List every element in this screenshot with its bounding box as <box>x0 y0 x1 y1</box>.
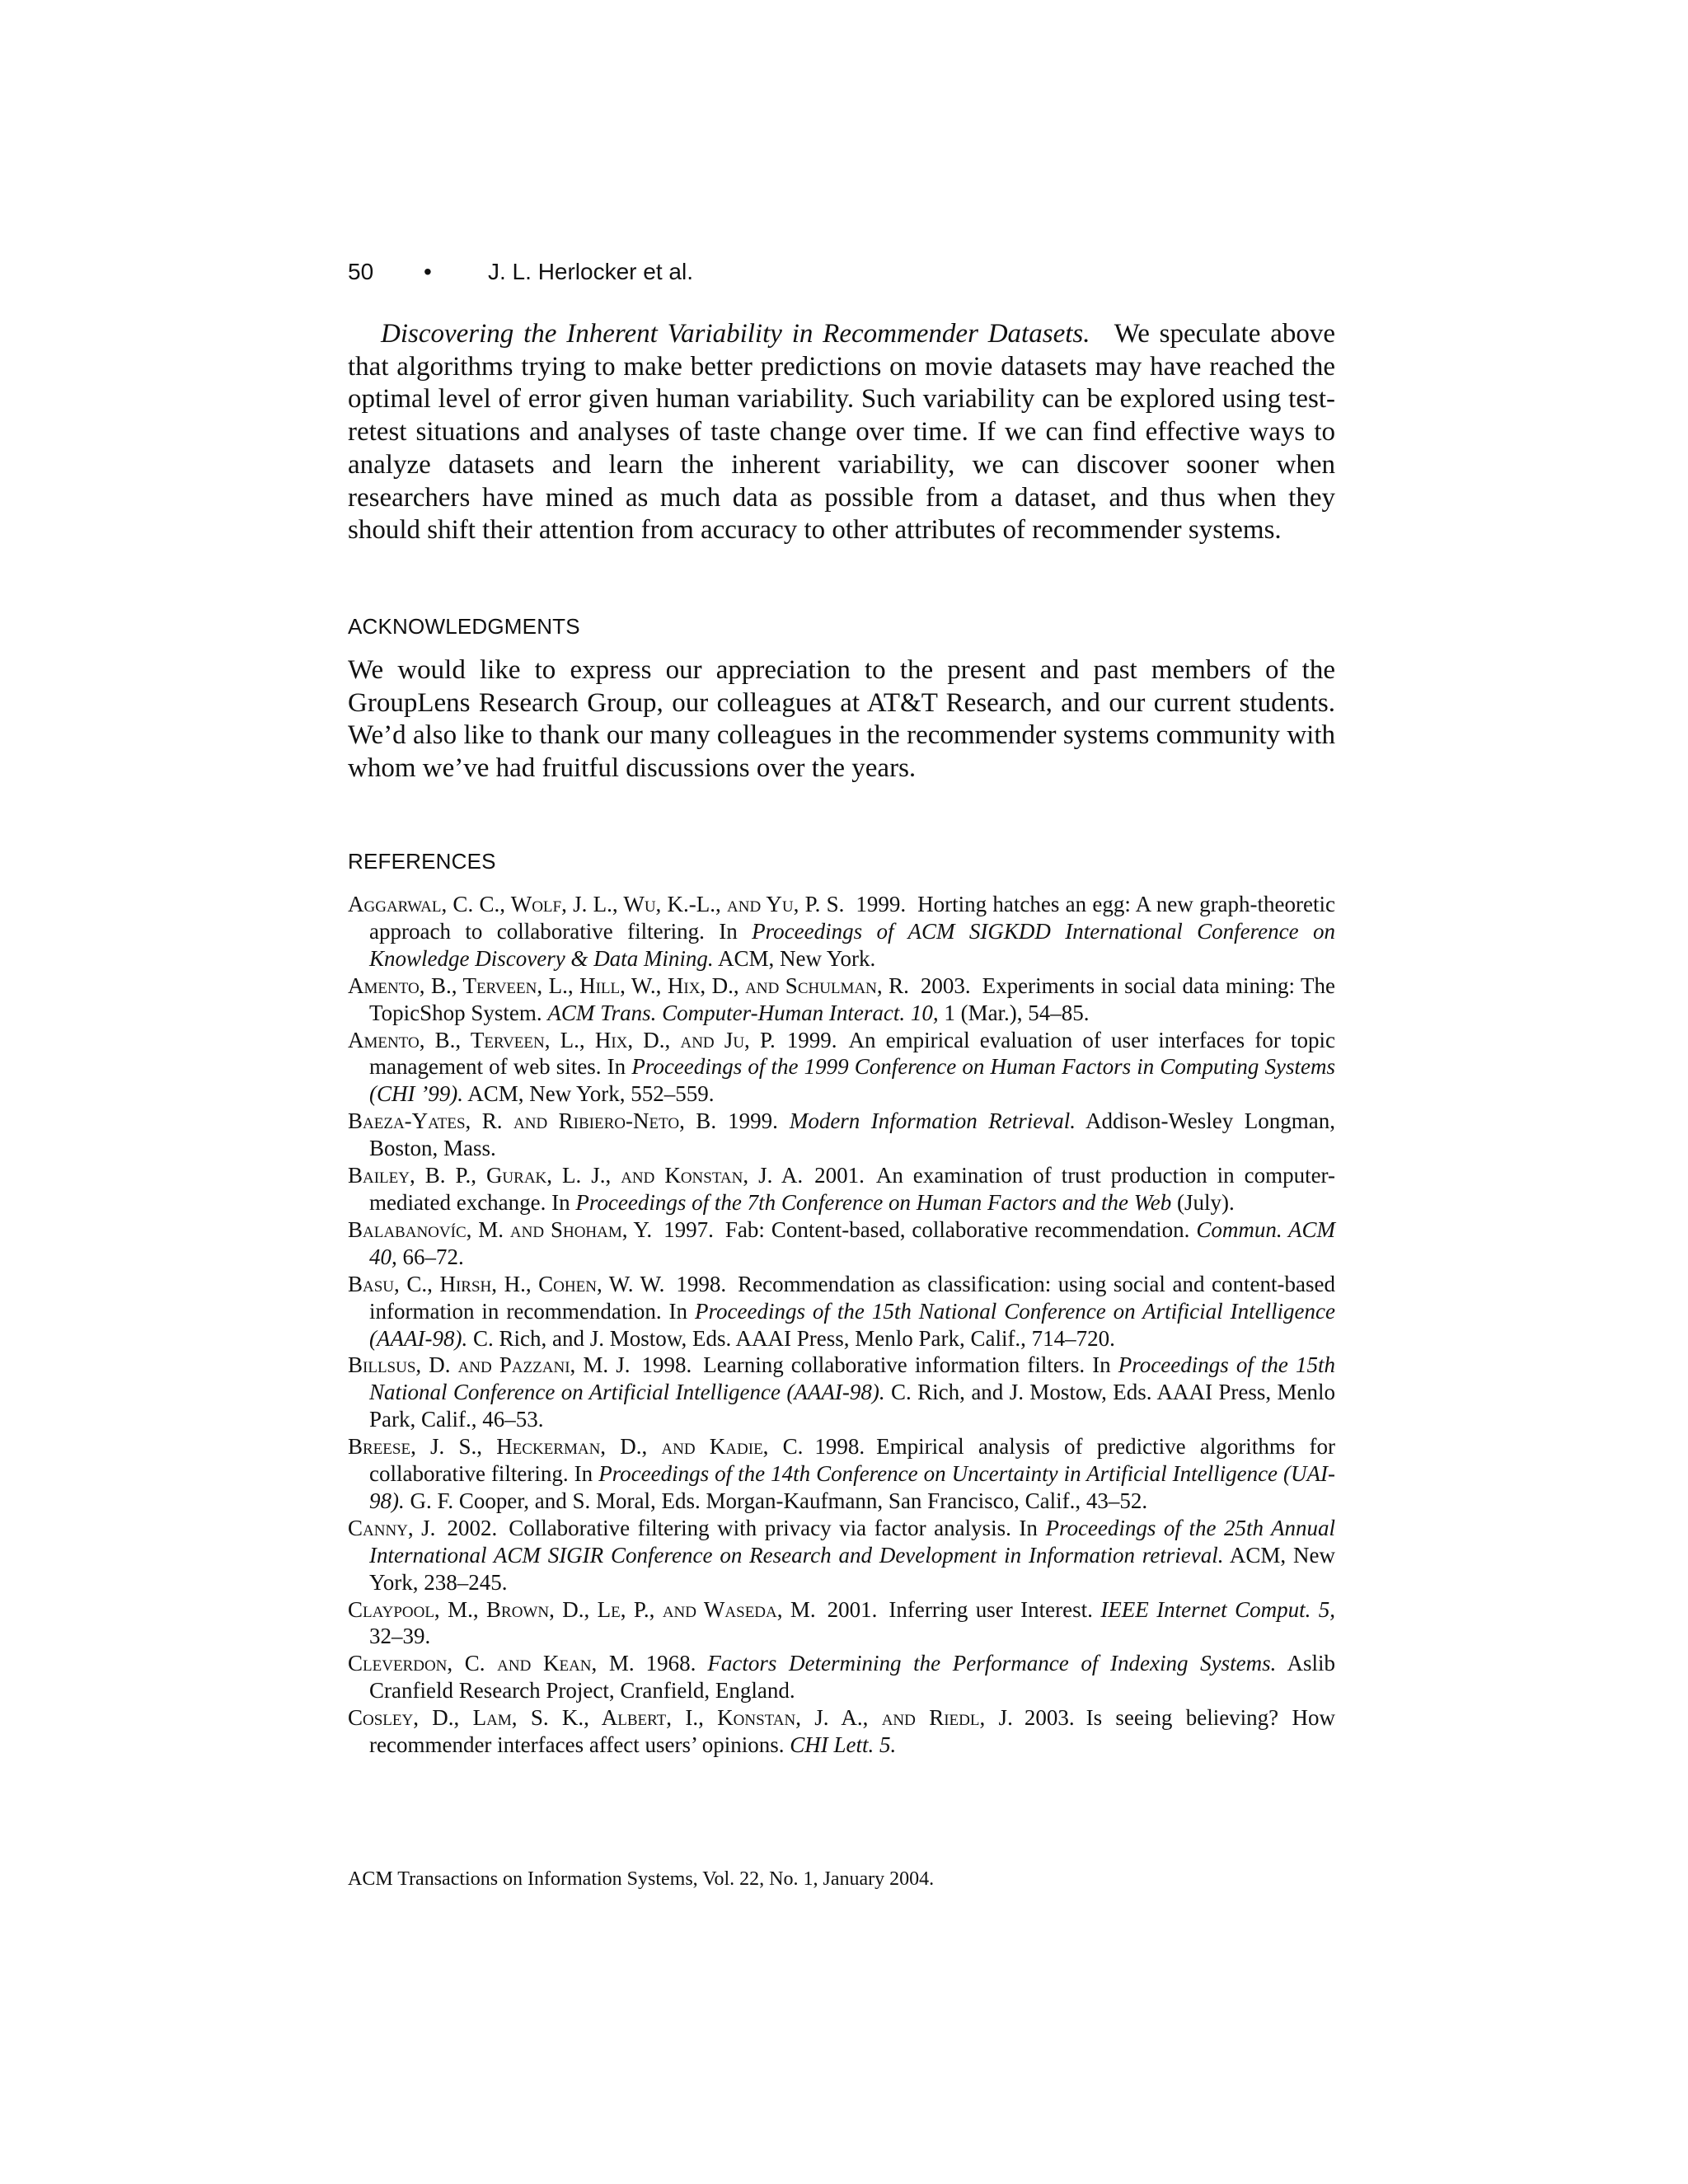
reference-authors: Baeza-Yates, R. and Ribiero-Neto, B. <box>348 1108 717 1134</box>
reference-year: 2001. <box>827 1596 878 1622</box>
reference-details: ACM, New York, 552–559. <box>467 1081 715 1107</box>
reference-item <box>348 1433 1335 1515</box>
reference-venue: Factors Determining the Performance of Indexing Systems. <box>707 1651 1277 1676</box>
paragraph-variability <box>348 318 1335 547</box>
reference-details: 32–39. <box>369 1624 431 1649</box>
reference-details: C. Rich, and J. Mostow, Eds. AAAI Press, Menlo Park, Calif., 46–53. <box>369 1380 1335 1432</box>
reference-item <box>348 891 1335 972</box>
reference-item <box>348 1162 1335 1216</box>
reference-authors: Breese, J. S., Heckerman, D., and Kadie, C. <box>348 1434 804 1460</box>
reference-details: C. Rich, and J. Mostow, Eds. AAAI Press, Menlo Park, Calif., 714–720. <box>472 1325 1115 1351</box>
reference-item <box>348 1352 1335 1433</box>
reference-authors: Amento, B., Terveen, L., Hill, W., Hix, D., and Schulman, R. <box>348 972 909 998</box>
page-number: 50 <box>348 259 374 284</box>
reference-item <box>348 972 1335 1027</box>
reference-item <box>348 1650 1335 1704</box>
reference-details: ACM, New York, 238–245. <box>369 1542 1335 1595</box>
reference-year: 1998. <box>641 1352 692 1378</box>
reference-year: 1999. <box>786 1027 837 1052</box>
reference-item <box>348 1027 1335 1108</box>
reference-authors: Billsus, D. and Pazzani, M. J. <box>348 1352 631 1378</box>
reference-title: Recommendation as classification: using social and content-based information in recommendation. In <box>369 1271 1335 1324</box>
reference-year: 2001. <box>814 1163 865 1188</box>
reference-item <box>348 1515 1335 1596</box>
reference-year: 2003. <box>920 972 971 998</box>
reference-details: (July). <box>1177 1189 1235 1215</box>
reference-title: Collaborative filtering with privacy via factor analysis. In <box>509 1515 1038 1540</box>
reference-details: Aslib Cranfield Research Project, Cranfield, England. <box>369 1651 1335 1704</box>
reference-venue: Proceedings of the 7th Conference on Human Factors and the Web <box>575 1189 1172 1215</box>
reference-title: Empirical analysis of predictive algorithms for collaborative filtering. In <box>369 1434 1336 1487</box>
header-bullet: • <box>424 259 432 284</box>
reference-item <box>348 1704 1335 1759</box>
reference-year: 1968. <box>645 1651 696 1676</box>
references-heading: REFERENCES <box>348 849 496 874</box>
reference-item <box>348 1216 1335 1271</box>
reference-item <box>348 1596 1335 1651</box>
reference-details: G. F. Cooper, and S. Moral, Eds. Morgan-Kaufmann, San Francisco, Calif., 43–52. <box>410 1488 1148 1513</box>
page-header <box>348 255 1337 288</box>
reference-title: An examination of trust production in computer-mediated exchange. In <box>369 1163 1336 1215</box>
reference-authors: Claypool, M., Brown, D., Le, P., and Waseda, M. <box>348 1596 816 1622</box>
reference-title: Inferring user Interest. <box>889 1596 1093 1622</box>
reference-authors: Amento, B., Terveen, L., Hix, D., and Ju, P. <box>348 1027 776 1052</box>
reference-item <box>348 1271 1335 1352</box>
reference-item <box>348 1108 1335 1162</box>
reference-venue: Proceedings of the 14th Conference on Uncertainty in Artificial Intelligence (UAI-98). <box>369 1461 1336 1513</box>
reference-details: 66–72. <box>402 1244 464 1269</box>
reference-venue: IEEE Internet Comput. 5, <box>1100 1596 1335 1622</box>
reference-year: 2002. <box>447 1515 498 1540</box>
reference-venue: CHI Lett. 5. <box>790 1732 897 1758</box>
reference-details: ACM, New York. <box>717 945 876 971</box>
reference-year: 1997. <box>663 1216 714 1242</box>
reference-title: An empirical evaluation of user interfaces for topic management of web sites. In <box>369 1027 1335 1080</box>
reference-venue: ACM Trans. Computer-Human Interact. 10, <box>547 1000 939 1025</box>
reference-authors: Canny, J. <box>348 1515 436 1540</box>
reference-title: Is seeing believing? How recommender interfaces affect users’ opinions. <box>369 1705 1335 1758</box>
reference-venue: Proceedings of ACM SIGKDD International Conference on Knowledge Discovery & Data Mining. <box>369 918 1336 971</box>
acknowledgments-text: We would like to express our appreciation to the present and past members of the GroupLens Research Group, our colleagues at AT&T Research, and our current students. We’d also like to thank our many colleagues in the recommender systems community with whom we’ve had fruitful discussions over the years. <box>348 655 1335 784</box>
reference-authors: Aggarwal, C. C., Wolf, J. L., Wu, K.-L., and Yu, P. S. <box>348 892 845 916</box>
reference-venue: Commun. ACM 40, <box>369 1216 1335 1269</box>
reference-title: Fab: Content-based, collaborative recommendation. <box>724 1216 1190 1242</box>
reference-authors: Cleverdon, C. and Kean, M. <box>348 1651 635 1676</box>
reference-authors: Bailey, B. P., Gurak, L. J., and Konstan, J. A. <box>348 1163 804 1188</box>
reference-authors: Cosley, D., Lam, S. K., Albert, I., Konstan, J. A., and Riedl, J. <box>348 1705 1013 1731</box>
reference-list <box>348 891 1335 1759</box>
reference-year: 1998. <box>676 1271 727 1296</box>
reference-venue: Proceedings of the 25th Annual International ACM SIGIR Conference on Research and Development in Information retrieval. <box>369 1515 1336 1568</box>
reference-venue: Proceedings of the 15th National Conference on Artificial Intelligence (AAAI-98). <box>369 1298 1336 1351</box>
journal-footer: ACM Transactions on Information Systems, Vol. 22, No. 1, January 2004. <box>348 1868 935 1890</box>
reference-details: 1 (Mar.), 54–85. <box>944 1000 1090 1025</box>
reference-title: Horting hatches an egg: A new graph-theoretic approach to collaborative filtering. In <box>369 892 1335 944</box>
acknowledgments-heading: ACKNOWLEDGMENTS <box>348 614 580 639</box>
reference-venue: Proceedings of the 15th National Conference on Artificial Intelligence (AAAI-98). <box>369 1352 1335 1405</box>
running-head-authors: J. L. Herlocker et al. <box>488 259 693 284</box>
reference-year: 1999. <box>728 1108 778 1134</box>
reference-authors: Basu, C., Hirsh, H., Cohen, W. W. <box>348 1271 665 1296</box>
reference-authors: Balabanovíc, M. and Shoham, Y. <box>348 1216 653 1242</box>
reference-details: Addison-Wesley Longman, Boston, Mass. <box>369 1108 1335 1161</box>
reference-year: 1998. <box>814 1434 865 1460</box>
reference-venue: Modern Information Retrieval. <box>789 1108 1076 1134</box>
reference-title: Experiments in social data mining: The TopicShop System. <box>369 972 1335 1025</box>
reference-title: Learning collaborative information filters. In <box>703 1352 1111 1378</box>
paragraph-title: Discovering the Inherent Variability in Recommender Datasets. <box>381 319 1090 349</box>
paragraph-body: We speculate above that algorithms trying to make better predictions on movie datasets may have reached the optimal level of error given human variability. Such variability can be explored using test-retest situations and analyses of taste change over time. If we can find effective ways to analyze datasets and learn the inherent variability, we can discover sooner when researchers have mined as much data as possible from a dataset, and thus when they should shift their attention from accuracy to other attributes of recommender systems. <box>348 319 1335 546</box>
reference-year: 2003. <box>1024 1705 1075 1731</box>
reference-venue: Proceedings of the 1999 Conference on Human Factors in Computing Systems (CHI ’99). <box>369 1054 1336 1107</box>
reference-year: 1999. <box>856 892 907 916</box>
